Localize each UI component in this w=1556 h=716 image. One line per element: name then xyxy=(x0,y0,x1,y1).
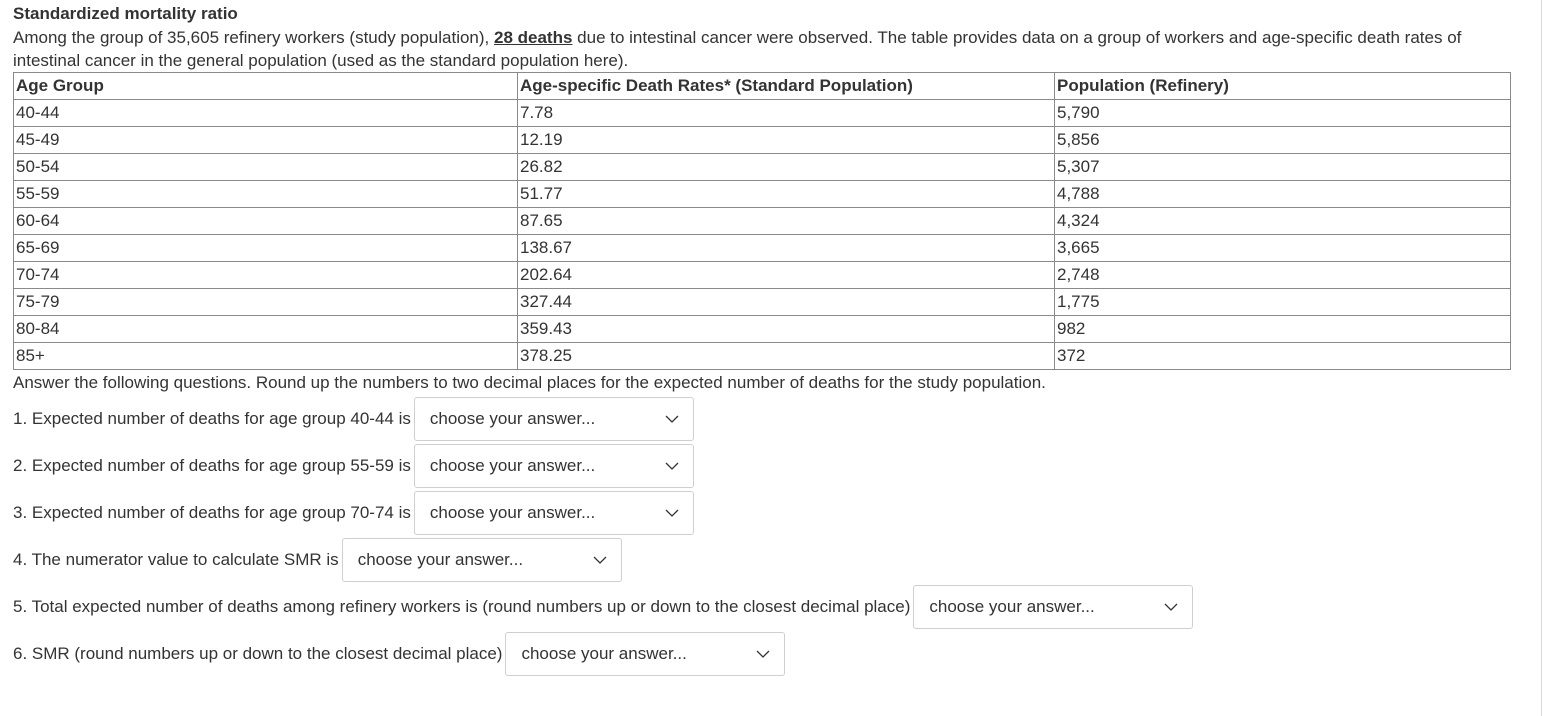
intro-text-after: due to intestinal cancer were observed. The table provides data on a group of workers and age-specific death rates of intestinal cancer in the general population (used as the standard population here). xyxy=(13,28,1462,70)
header-age-group: Age Group xyxy=(14,73,518,100)
question-5 xyxy=(13,583,1513,630)
cell-death-rate: 7.78 xyxy=(518,100,1055,127)
cell-population: 982 xyxy=(1055,316,1511,343)
cell-age-group: 60-64 xyxy=(14,208,518,235)
question-2 xyxy=(13,442,1513,489)
table-row xyxy=(14,100,1511,127)
cell-population: 5,790 xyxy=(1055,100,1511,127)
chevron-down-icon xyxy=(756,650,770,658)
cell-death-rate: 202.64 xyxy=(518,262,1055,289)
question-text: 4. The numerator value to calculate SMR is xyxy=(13,549,339,569)
cell-age-group: 50-54 xyxy=(14,154,518,181)
cell-death-rate: 87.65 xyxy=(518,208,1055,235)
cell-age-group: 45-49 xyxy=(14,127,518,154)
table-header-row xyxy=(14,73,1511,100)
answer-dropdown[interactable] xyxy=(414,444,694,488)
question-4 xyxy=(13,536,1513,583)
cell-population: 1,775 xyxy=(1055,289,1511,316)
cell-population: 5,856 xyxy=(1055,127,1511,154)
header-death-rates: Age-specific Death Rates* (Standard Population) xyxy=(518,73,1055,100)
header-population: Population (Refinery) xyxy=(1055,73,1511,100)
chevron-down-icon xyxy=(593,556,607,564)
dropdown-placeholder: choose your answer... xyxy=(521,643,687,663)
answer-dropdown[interactable] xyxy=(414,397,694,441)
intro-paragraph xyxy=(13,26,1503,72)
cell-age-group: 80-84 xyxy=(14,316,518,343)
question-1 xyxy=(13,395,1513,442)
question-3 xyxy=(13,489,1513,536)
cell-age-group: 65-69 xyxy=(14,235,518,262)
dropdown-placeholder: choose your answer... xyxy=(429,502,596,522)
page-title: Standardized mortality ratio xyxy=(13,4,238,23)
dropdown-placeholder: choose your answer... xyxy=(429,408,596,428)
answer-dropdown[interactable] xyxy=(505,632,785,676)
question-content xyxy=(13,4,1513,677)
table-row xyxy=(14,343,1511,370)
table-row xyxy=(14,316,1511,343)
chevron-down-icon xyxy=(665,509,679,517)
cell-death-rate: 138.67 xyxy=(518,235,1055,262)
right-divider xyxy=(1541,0,1542,716)
cell-death-rate: 12.19 xyxy=(518,127,1055,154)
cell-age-group: 85+ xyxy=(14,343,518,370)
intro-text-before: Among the group of 35,605 refinery workers (study population), xyxy=(13,28,494,47)
cell-age-group: 55-59 xyxy=(14,181,518,208)
question-text: 6. SMR (round numbers up or down to the closest decimal place) xyxy=(13,643,503,663)
cell-death-rate: 51.77 xyxy=(518,181,1055,208)
cell-age-group: 40-44 xyxy=(14,100,518,127)
cell-age-group: 75-79 xyxy=(14,289,518,316)
cell-population: 372 xyxy=(1055,343,1511,370)
question-text: 1. Expected number of deaths for age group 40-44 is xyxy=(13,408,411,428)
table-row xyxy=(14,208,1511,235)
table-row xyxy=(14,235,1511,262)
answer-dropdown[interactable] xyxy=(414,491,694,535)
question-text: 5. Total expected number of deaths among refinery workers is (round numbers up or down to the closest decimal place) xyxy=(13,596,911,616)
answer-instructions: Answer the following questions. Round up the numbers to two decimal places for the expected number of deaths for the study population. xyxy=(13,373,1046,392)
table-row xyxy=(14,289,1511,316)
cell-population: 2,748 xyxy=(1055,262,1511,289)
cell-death-rate: 359.43 xyxy=(518,316,1055,343)
cell-death-rate: 26.82 xyxy=(518,154,1055,181)
question-list xyxy=(13,395,1513,677)
cell-population: 4,324 xyxy=(1055,208,1511,235)
table-row xyxy=(14,262,1511,289)
question-6 xyxy=(13,630,1513,677)
intro-emphasis: 28 deaths xyxy=(494,28,573,47)
table-row xyxy=(14,127,1511,154)
dropdown-placeholder: choose your answer... xyxy=(929,596,1095,616)
cell-death-rate: 378.25 xyxy=(518,343,1055,370)
table-row xyxy=(14,181,1511,208)
table-row xyxy=(14,154,1511,181)
answer-dropdown[interactable] xyxy=(342,538,622,582)
cell-population: 5,307 xyxy=(1055,154,1511,181)
chevron-down-icon xyxy=(665,462,679,470)
cell-death-rate: 327.44 xyxy=(518,289,1055,316)
question-text: 2. Expected number of deaths for age group 55-59 is xyxy=(13,455,411,475)
question-text: 3. Expected number of deaths for age group 70-74 is xyxy=(13,502,411,522)
data-table xyxy=(13,72,1511,370)
cell-age-group: 70-74 xyxy=(14,262,518,289)
cell-population: 4,788 xyxy=(1055,181,1511,208)
chevron-down-icon xyxy=(665,415,679,423)
answer-dropdown[interactable] xyxy=(913,585,1193,629)
chevron-down-icon xyxy=(1164,603,1178,611)
dropdown-placeholder: choose your answer... xyxy=(429,455,596,475)
cell-population: 3,665 xyxy=(1055,235,1511,262)
dropdown-placeholder: choose your answer... xyxy=(357,549,524,569)
